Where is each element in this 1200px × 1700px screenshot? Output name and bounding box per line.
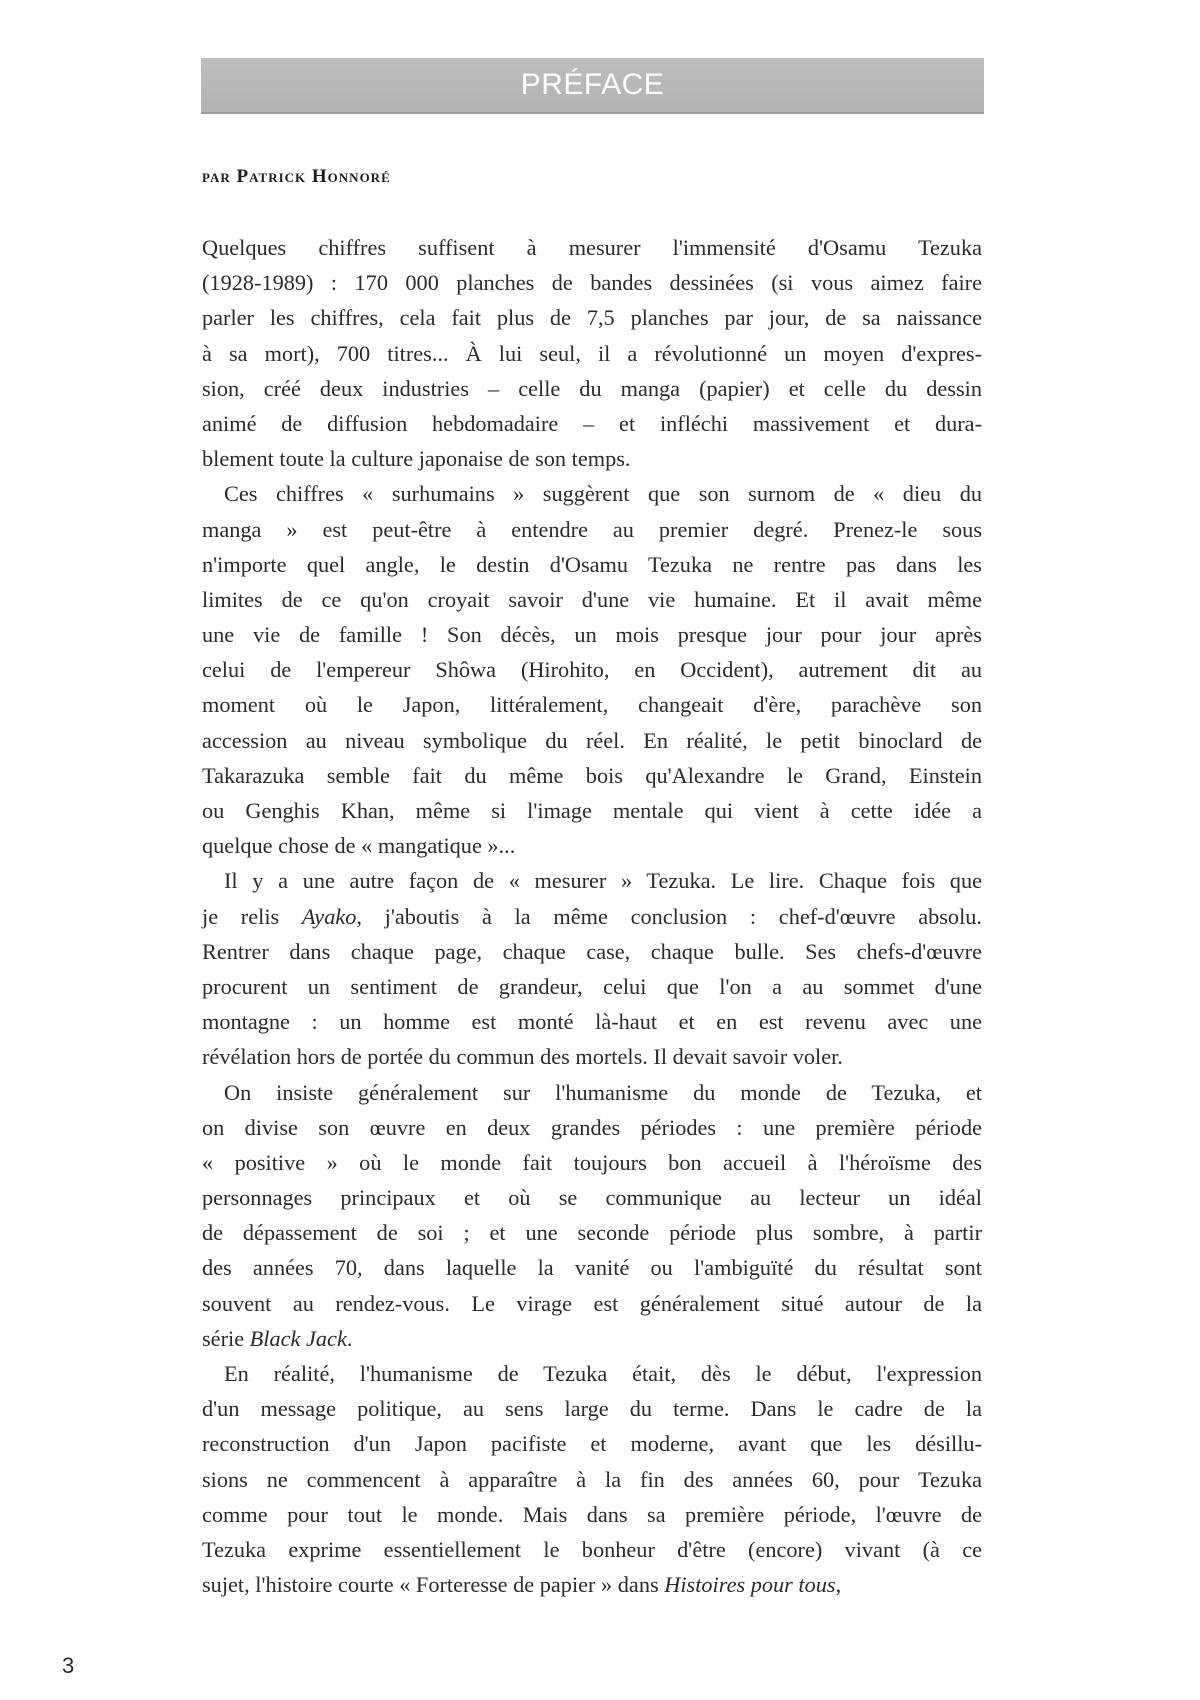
text-line: limites de ce qu'on croyait savoir d'une vie humaine. Et il avait même bbox=[202, 586, 982, 612]
text-line: série Black Jack. bbox=[202, 1325, 353, 1351]
text-line: Takarazuka semble fait du même bois qu'Alexandre le Grand, Einstein bbox=[202, 762, 982, 788]
text-line: « positive » où le monde fait toujours bon accueil à l'héroïsme des bbox=[202, 1149, 982, 1175]
text-line: de dépassement de soi ; et une seconde période plus sombre, à partir bbox=[202, 1220, 982, 1246]
text-line: Quelques chiffres suffisent à mesurer l'immensité d'Osamu Tezuka bbox=[202, 235, 982, 260]
text-line: Rentrer dans chaque page, chaque case, chaque bulle. Ses chefs-d'œuvre bbox=[202, 938, 982, 964]
chapter-banner bbox=[201, 58, 984, 114]
text-line: Tezuka exprime essentiellement le bonheur d'être (encore) vivant (à ce bbox=[202, 1536, 982, 1562]
text-line: des années 70, dans laquelle la vanité ou l'ambiguïté du résultat sont bbox=[202, 1255, 982, 1281]
text-line: on divise son œuvre en deux grandes périodes : une première période bbox=[202, 1114, 982, 1140]
text-line: animé de diffusion hebdomadaire – et infléchi massivement et dura- bbox=[202, 410, 982, 436]
author-byline: par Patrick Honnoré bbox=[202, 166, 391, 187]
text-line: Il y a une autre façon de « mesurer » Tezuka. Le lire. Chaque fois que bbox=[224, 868, 982, 894]
text-line: d'un message politique, au sens large du terme. Dans le cadre de la bbox=[202, 1396, 982, 1422]
page-number: 3 bbox=[62, 1653, 75, 1678]
text-line: sion, créé deux industries – celle du manga (papier) et celle du dessin bbox=[202, 375, 982, 401]
paragraph bbox=[202, 1356, 982, 1602]
text-line: En réalité, l'humanisme de Tezuka était, dès le début, l'expression bbox=[224, 1361, 982, 1386]
preface-body bbox=[202, 230, 982, 1602]
text-line: souvent au rendez-vous. Le virage est généralement situé autour de la bbox=[202, 1290, 982, 1316]
text-line: reconstruction d'un Japon pacifiste et moderne, avant que les désillu- bbox=[202, 1431, 982, 1457]
paragraph bbox=[202, 476, 982, 863]
text-line: à sa mort), 700 titres... À lui seul, il a révolutionné un moyen d'expres- bbox=[202, 340, 982, 366]
text-line: révélation hors de portée du commun des mortels. Il devait savoir voler. bbox=[202, 1044, 843, 1070]
text-line: accession au niveau symbolique du réel. En réalité, le petit binoclard de bbox=[202, 727, 982, 753]
text-line: montagne : un homme est monté là-haut et en est revenu avec une bbox=[202, 1009, 982, 1035]
text-line: procurent un sentiment de grandeur, celui que l'on a au sommet d'une bbox=[202, 973, 982, 999]
paragraph bbox=[202, 863, 982, 1074]
text-line: comme pour tout le monde. Mais dans sa première période, l'œuvre de bbox=[202, 1501, 982, 1527]
text-line: parler les chiffres, cela fait plus de 7,5 planches par jour, de sa naissance bbox=[202, 305, 982, 331]
paragraph bbox=[202, 230, 982, 476]
text-line: sions ne commencent à apparaître à la fin des années 60, pour Tezuka bbox=[202, 1466, 982, 1492]
text-line: ou Genghis Khan, même si l'image mentale qui vient à cette idée a bbox=[202, 798, 982, 823]
text-line: une vie de famille ! Son décès, un mois presque jour pour jour après bbox=[202, 622, 982, 648]
chapter-title: PRÉFACE bbox=[520, 68, 665, 101]
text-line: Ces chiffres « surhumains » suggèrent que son surnom de « dieu du bbox=[224, 481, 982, 507]
text-line: On insiste généralement sur l'humanisme du monde de Tezuka, et bbox=[224, 1079, 982, 1105]
text-line: moment où le Japon, littéralement, changeait d'ère, parachève son bbox=[202, 692, 982, 718]
text-line: je relis Ayako, j'aboutis à la même conclusion : chef-d'œuvre absolu. bbox=[202, 903, 982, 929]
text-line: celui de l'empereur Shôwa (Hirohito, en Occident), autrement dit au bbox=[202, 657, 982, 683]
text-line: blement toute la culture japonaise de son temps. bbox=[202, 446, 631, 472]
text-line: (1928-1989) : 170 000 planches de bandes dessinées (si vous aimez faire bbox=[202, 270, 982, 296]
text-line: n'importe quel angle, le destin d'Osamu Tezuka ne rentre pas dans les bbox=[202, 551, 982, 577]
text-line: sujet, l'histoire courte « Forteresse de papier » dans Histoires pour tous, bbox=[202, 1572, 842, 1598]
text-line: manga » est peut-être à entendre au premier degré. Prenez-le sous bbox=[202, 516, 982, 542]
text-line: personnages principaux et où se communique au lecteur un idéal bbox=[202, 1185, 982, 1211]
text-line: quelque chose de « mangatique »... bbox=[202, 833, 516, 859]
paragraph bbox=[202, 1075, 982, 1357]
